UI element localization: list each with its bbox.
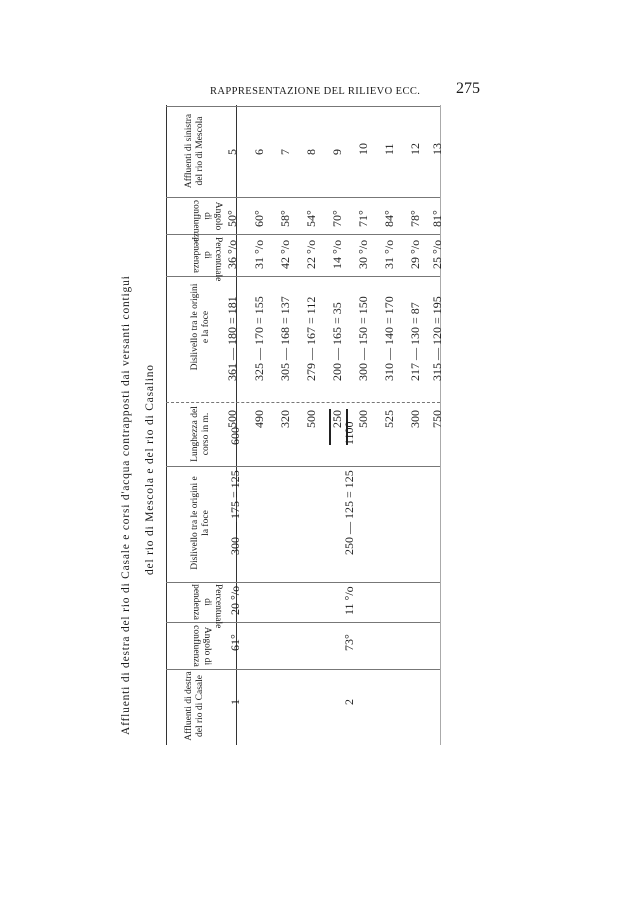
right-row-7-lunghezza: 320 — [278, 410, 292, 428]
right-row-6-angle: 60° — [252, 210, 266, 227]
right-row-10-dislivello: 300 — 150 = 150 — [356, 296, 370, 381]
left-row-1-num: 1 — [228, 699, 242, 705]
header-dislivello-right: Dislivello tra le origini e la foce — [190, 283, 211, 371]
right-row-11-dislivello: 310 — 140 = 170 — [382, 296, 396, 381]
header-angle-right: Angolo di confluenza — [191, 200, 223, 242]
left-row-2-percent: 11 °/o — [342, 586, 356, 615]
right-row-9-num: 9 — [330, 149, 344, 155]
right-row-10-num: 10 — [356, 143, 370, 155]
right-row-6-dislivello: 325 — 170 = 155 — [252, 296, 266, 381]
right-row-5-lunghezza: 500 — [225, 410, 239, 428]
right-row-9-lunghezza: 250 — [330, 410, 344, 428]
col-sep — [166, 466, 440, 467]
right-row-5-num: 5 — [225, 149, 239, 155]
col-sep — [166, 669, 440, 670]
right-row-9-percent: 14 °/o — [330, 239, 344, 269]
left-row-1-dislivello: 300 — 175 = 125 — [228, 470, 242, 555]
right-row-8-lunghezza: 500 — [304, 410, 318, 428]
header-left-affluent: Affluenti di destra del rio di Casale — [184, 671, 205, 741]
right-row-8-angle: 54° — [304, 210, 318, 227]
left-row-2-lunghezza: 1100 — [342, 421, 356, 445]
header-percent-left: Percentuale di pendenza — [191, 584, 223, 629]
right-row-9-dislivello: 200 — 165 = 35 — [330, 302, 344, 381]
col-sep — [166, 106, 440, 107]
left-row-1-percent: 20 °/o — [228, 585, 242, 615]
col-sep — [166, 582, 440, 583]
right-row-7-num: 7 — [278, 149, 292, 155]
right-row-13-percent: 25 °/o — [430, 239, 444, 269]
header-percent-right: Percentuale di pendenza — [191, 237, 223, 282]
right-row-9-angle: 70° — [330, 210, 344, 227]
right-row-12-dislivello: 217 — 130 = 87 — [408, 302, 422, 381]
col-sep — [166, 402, 440, 403]
right-row-7-angle: 58° — [278, 210, 292, 227]
right-row-10-angle: 71° — [356, 210, 370, 227]
right-row-8-percent: 22 °/o — [304, 239, 318, 269]
right-row-13-dislivello: 315 — 120 = 195 — [430, 296, 444, 381]
right-row-10-lunghezza: 500 — [356, 410, 370, 428]
right-row-12-num: 12 — [408, 143, 422, 155]
table-title-line-1: Affluenti di destra del rio di Casale e corsi d'acqua contrapposti dai versanti contigui — [120, 275, 132, 735]
right-row-12-angle: 78° — [408, 210, 422, 227]
running-head: RAPPRESENTAZIONE DEL RILIEVO ECC. — [210, 86, 421, 97]
right-row-10-percent: 30 °/o — [356, 239, 370, 269]
right-row-5-dislivello: 361 — 180 = 181 — [225, 296, 239, 381]
table-title-line-2: del rio di Mescola e del rio di Casalino — [144, 364, 156, 575]
header-right-affluent: Affluenti di sinistra del rio di Mescola — [184, 113, 205, 189]
right-row-11-percent: 31 °/o — [382, 239, 396, 269]
right-row-5-angle: 50° — [225, 210, 239, 227]
right-row-12-percent: 29 °/o — [408, 239, 422, 269]
left-row-1-lunghezza: 600 — [228, 427, 242, 445]
header-lunghezza: Lunghezza del corso in m. — [190, 406, 211, 462]
header-dislivello-left: Dislivello tra le origini e la foce — [190, 476, 211, 570]
right-row-13-lunghezza: 750 — [430, 410, 444, 428]
left-row-2-dislivello: 250 — 125 = 125 — [342, 470, 356, 555]
header-angle-left: Angolo di confluenza — [191, 625, 212, 667]
right-row-11-num: 11 — [382, 143, 396, 155]
table-top-rule — [166, 105, 167, 745]
right-row-8-dislivello: 279 — 167 = 112 — [304, 296, 318, 381]
col-sep — [166, 276, 440, 277]
col-sep — [166, 622, 440, 623]
rotated-table — [110, 105, 450, 745]
right-row-6-lunghezza: 490 — [252, 410, 266, 428]
col-sep — [166, 197, 440, 198]
right-row-6-num: 6 — [252, 149, 266, 155]
right-row-8-num: 8 — [304, 149, 318, 155]
right-row-5-percent: 36 °/o — [225, 239, 239, 269]
right-row-6-percent: 31 °/o — [252, 239, 266, 269]
right-row-11-angle: 84° — [382, 210, 396, 227]
right-row-12-lunghezza: 300 — [408, 410, 422, 428]
left-row-1-angle: 61° — [228, 634, 242, 651]
col-sep — [166, 234, 440, 235]
left-row-2-num: 2 — [342, 699, 356, 705]
right-row-7-percent: 42 °/o — [278, 239, 292, 269]
left-row-2-angle: 73° — [342, 634, 356, 651]
right-row-11-lunghezza: 525 — [382, 410, 396, 428]
right-row-7-dislivello: 305 — 168 = 137 — [278, 296, 292, 381]
page-number: 275 — [456, 80, 480, 97]
right-row-13-angle: 81° — [430, 210, 444, 227]
right-row-13-num: 13 — [430, 143, 444, 155]
